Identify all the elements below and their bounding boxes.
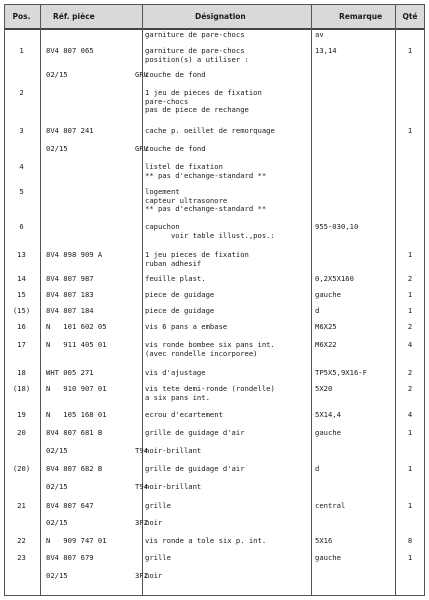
cell-qty: 2 <box>407 322 413 331</box>
parts-table <box>4 4 425 596</box>
cell-remark: M6X25 <box>315 322 337 331</box>
header-designation: Désignation <box>195 12 246 21</box>
cell-pos: 2 <box>19 88 24 97</box>
cell-designation: feuille plast. <box>145 274 206 283</box>
table-row <box>5 385 424 405</box>
cell-pos: 23 <box>17 553 26 562</box>
cell-designation: garniture de pare-chocs position(s) a utiliser : <box>145 46 249 64</box>
cell-ref: 02/15 <box>46 144 68 153</box>
cell-designation: piece de guidage <box>145 290 215 299</box>
cell-ref: WHT 005 271 <box>46 368 94 377</box>
cell-designation: noir <box>145 518 163 527</box>
table-row <box>5 341 424 361</box>
cell-remark: d <box>315 464 320 473</box>
cell-designation: 1 jeu pieces de fixation ruban adhesif <box>145 250 249 268</box>
cell-designation: grille <box>145 553 171 562</box>
cell-pos: 18 <box>17 368 26 377</box>
table-row <box>5 429 424 449</box>
cell-qty: 1 <box>407 501 413 510</box>
cell-pos: 14 <box>17 274 26 283</box>
cell-qty: 4 <box>407 410 413 419</box>
header-qty: Qté <box>402 12 418 21</box>
cell-designation: vis d'ajustage <box>145 368 206 377</box>
cell-qty: 4 <box>407 340 413 349</box>
cell-code: T94 <box>135 446 148 455</box>
cell-ref: 02/15 <box>46 446 68 455</box>
cell-ref: 02/15 <box>46 518 68 527</box>
cell-ref: N 105 168 01 <box>46 410 107 419</box>
cell-remark: 0,2X5X160 <box>315 274 354 283</box>
cell-ref: 8V4 898 909 A <box>46 250 103 259</box>
cell-ref: N 911 405 01 <box>46 340 107 349</box>
cell-ref: 8V4 807 183 <box>46 290 94 299</box>
cell-pos: 1 <box>19 46 24 55</box>
cell-pos: 20 <box>17 428 26 437</box>
cell-ref: 8V4 807 184 <box>46 306 94 315</box>
cell-designation: couche de fond <box>145 70 206 79</box>
cell-qty: 1 <box>407 428 413 437</box>
cell-designation: ecrou d'ecartement <box>145 410 223 419</box>
cell-ref: N 909 747 01 <box>46 536 107 545</box>
cell-remark: gauche <box>315 553 341 562</box>
cell-ref: N 910 907 01 <box>46 384 107 393</box>
cell-qty: 1 <box>407 553 413 562</box>
cell-designation: capuchon voir table illust.,pos.: <box>145 222 275 240</box>
cell-ref: 8V4 807 647 <box>46 501 94 510</box>
cell-qty: 1 <box>407 306 413 315</box>
cell-ref: 8V4 807 679 <box>46 553 94 562</box>
cell-remark: gauche <box>315 428 341 437</box>
cell-designation: noir <box>145 571 163 580</box>
cell-pos: 13 <box>17 250 26 259</box>
cell-designation: listel de fixation ** pas d'echange-standard ** <box>145 162 267 180</box>
cell-qty: 1 <box>407 46 413 55</box>
cell-pos: 22 <box>17 536 26 545</box>
cell-designation: couche de fond <box>145 144 206 153</box>
cell-qty: 2 <box>407 384 413 393</box>
cell-designation: noir-brillant <box>145 446 202 455</box>
cell-pos: (20) <box>12 464 31 473</box>
cell-pos: 6 <box>19 222 24 231</box>
cell-designation: noir-brillant <box>145 482 202 491</box>
cell-pos: 21 <box>17 501 26 510</box>
cell-pos: 17 <box>17 340 26 349</box>
header-pos: Pos. <box>12 12 31 21</box>
cell-ref: 8V4 807 681 B <box>46 428 103 437</box>
cell-qty: 1 <box>407 464 413 473</box>
cell-remark: 5X16 <box>315 536 333 545</box>
cell-ref: 02/15 <box>46 70 68 79</box>
cell-pos: 16 <box>17 322 26 331</box>
cell-code: 3FZ <box>135 518 148 527</box>
table-row <box>5 465 424 485</box>
table-row <box>5 554 424 574</box>
cell-pos: 15 <box>17 290 26 299</box>
cell-remark: TP5X5,9X16-F <box>315 368 367 377</box>
table-row <box>5 483 424 503</box>
table-row <box>5 187 424 214</box>
cell-designation: vis ronde a tole six p. int. <box>145 536 267 545</box>
cell-designation: vis ronde bombee six pans int. (avec rondelle incorporee) <box>145 340 275 358</box>
cell-designation: grille <box>145 501 171 510</box>
cell-qty: 1 <box>407 290 413 299</box>
header-ref: Réf. pièce <box>53 12 95 21</box>
table-row <box>5 127 424 147</box>
cell-ref: N 101 602 05 <box>46 322 107 331</box>
cell-designation: vis tete demi-ronde (rondelle) a six pans int. <box>145 384 275 402</box>
cell-remark: central <box>315 501 346 510</box>
cell-pos: 5 <box>19 187 24 196</box>
cell-designation: grille de guidage d'air <box>145 464 245 473</box>
cell-qty: 2 <box>407 274 413 283</box>
cell-designation: piece de guidage <box>145 306 215 315</box>
cell-qty: 1 <box>407 250 413 259</box>
cell-qty: 1 <box>407 126 413 135</box>
cell-remark: 5X14,4 <box>315 410 341 419</box>
cell-qty: 2 <box>407 368 413 377</box>
cell-ref: 02/15 <box>46 482 68 491</box>
cell-pos: (18) <box>12 384 31 393</box>
cell-ref: 8V4 807 987 <box>46 274 94 283</box>
cell-remark: gauche <box>315 290 341 299</box>
cell-pos: 4 <box>19 162 24 171</box>
cell-qty: 8 <box>407 536 413 545</box>
cell-designation: grille de guidage d'air <box>145 428 245 437</box>
table-header <box>5 5 424 30</box>
cell-code: GRU <box>135 70 148 79</box>
cell-pos: 3 <box>19 126 24 135</box>
cell-ref: 8V4 807 065 <box>46 46 94 55</box>
table-row <box>5 223 424 243</box>
cell-pos: (15) <box>12 306 31 315</box>
cell-remark: M6X22 <box>315 340 337 349</box>
cell-designation: cache p. oeillet de remorquage <box>145 126 275 135</box>
cell-designation: garniture de pare-chocs <box>145 30 245 39</box>
cell-ref: 8V4 807 682 B <box>46 464 103 473</box>
cell-remark: 13,14 <box>315 46 337 55</box>
table-row <box>5 88 424 115</box>
cell-pos: 19 <box>17 410 26 419</box>
cell-code: T94 <box>135 482 148 491</box>
cell-remark: 955-030,10 <box>315 222 359 231</box>
cell-ref: 02/15 <box>46 571 68 580</box>
cell-designation: logement capteur ultrasonore ** pas d'echange-standard ** <box>145 187 267 214</box>
cell-remark: av <box>315 30 324 39</box>
cell-ref: 8V4 807 241 <box>46 126 94 135</box>
cell-remark: 5X20 <box>315 384 333 393</box>
cell-remark: d <box>315 306 320 315</box>
cell-code: 3FZ <box>135 571 148 580</box>
table-row <box>5 47 424 67</box>
cell-designation: vis 6 pans a embase <box>145 322 228 331</box>
table-row <box>5 251 424 271</box>
table-row <box>5 572 424 592</box>
table-row <box>5 163 424 183</box>
cell-designation: 1 jeu de pieces de fixation pare-chocs pas de piece de rechange <box>145 88 262 115</box>
cell-code: GRU <box>135 144 148 153</box>
header-remark: Remarque <box>339 12 383 21</box>
